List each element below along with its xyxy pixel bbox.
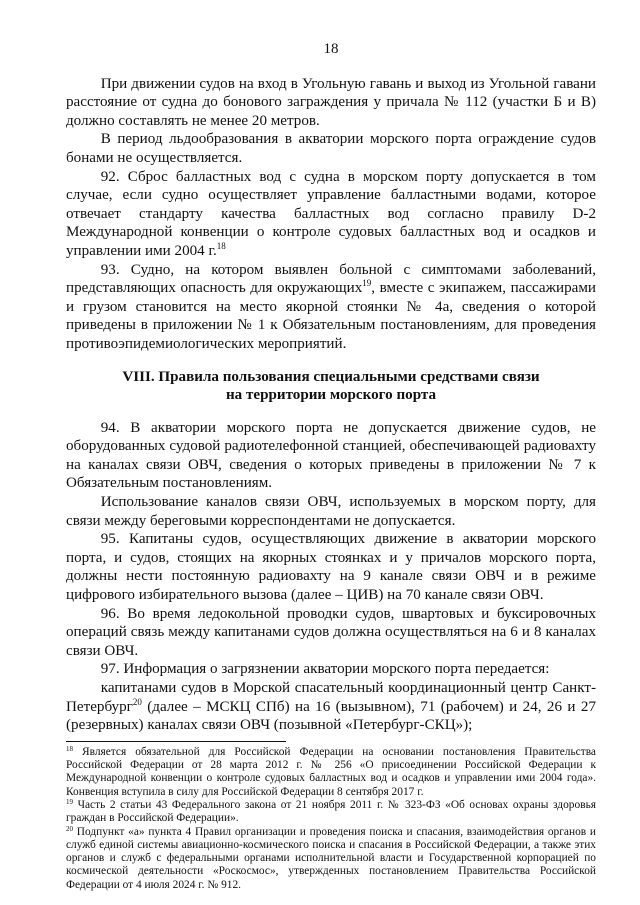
- footnote-18-number: 18: [66, 744, 73, 753]
- footnote-20: [66, 826, 596, 892]
- paragraph-93-text-b: , вместе с экипажем, пассажирами и грузом становится на место якорной стоянки № 4а, сведения о которой приведены в приложении № 1 к Обязательным постановлениям, для проведения противоэпидемиологических мероприятий.: [66, 280, 597, 352]
- paragraph-97-item-text-b: (далее – МСКЦ СПб) на 16 (вызывном), 71 (рабочем) и 24, 26 и 27 (резервных) каналах связи ОВЧ (позывной «Петербург-СКЦ»);: [66, 698, 596, 734]
- footnote-18-text: Является обязательной для Российской Федерации на основании постановления Правительства Российской Федерации от 28 марта 2012 г. № 256 «О присоединении Российской Федерации к Международной конвенции о контроле судовых балластных вод и осадков и управлении ими 2004 года». Конвенция вступила в силу для Российской Федерации 8 сентября 2017 г.: [66, 745, 596, 798]
- page-number: 18: [323, 41, 339, 57]
- paragraph-97: 97. Информация о загрязнении акватории морского порта передается:: [100, 661, 550, 678]
- paragraph-96: 96. Во время ледокольной проводки судов, швартовых и буксировочных операций связь между капитанами судов должна осуществляться на 6 и 8 каналах связи ОВЧ.: [66, 605, 596, 659]
- paragraph-coal-harbour: При движении судов на вход в Угольную гавань и выход из Угольной гавани расстояние от судна до бонового заграждения у причала № 112 (участки Б и В) должно составлять не менее 20 метров.: [66, 75, 596, 129]
- footnote-ref-19[interactable]: 19: [362, 278, 372, 289]
- section-heading-viii: [66, 368, 596, 405]
- paragraph-94: 94. В акватории морского порта не допускается движение судов, не оборудованных судовой радиотелефонной станцией, обеспечивающей радиовахту на каналах связи ОВЧ, сведения о которых приведены в приложении № 7 к Обязательным постановлениям.: [66, 419, 596, 492]
- paragraph-95: 95. Капитаны судов, осуществляющих движение в акватории морского порта, и судов, стоящих на якорных стоянках и у причалов морского порта, должны нести постоянную радиовахту на 9 канале связи ОВЧ и в режиме цифрового избирательного вызова (далее – ЦИВ) на 70 канале связи ОВЧ.: [66, 531, 596, 604]
- paragraph-97-item-text-a: капитанами судов в Морской спасательный координационный центр Санкт-Петербург: [66, 680, 596, 715]
- section-heading-line-1: VIII. Правила пользования специальными средствами связи: [122, 368, 540, 385]
- footnote-19-text: Часть 2 статьи 43 Федерального закона от 21 ноября 2011 г. № 323-ФЗ «Об основах охраны здоровья граждан в Российской Федерации».: [66, 798, 596, 825]
- paragraph-93: [66, 261, 596, 354]
- footnote-separator: [66, 741, 286, 742]
- paragraph-92: [66, 168, 596, 261]
- footnote-20-text: Подпункт «а» пункта 4 Правил организации и проведения поиска и спасания, взаимодействия органов и служб единой системы авиационно-космического поиска и спасания в Российской Федерации, а также этих органов и служб с федеральными органами исполнительной власти и Государственной корпорацией по космической деятельности «Роскосмос», утвержденных постановлением Правительства Российской Федерации от 4 июля 2024 г. № 912.: [66, 825, 596, 891]
- footnote-20-number: 20: [66, 824, 73, 833]
- footnote-19: [66, 799, 596, 826]
- section-heading-line-2: на территории морского порта: [225, 387, 437, 404]
- paragraph-vhf-usage: Использование каналов связи ОВЧ, используемых в морском порту, для связи между береговыми корреспондентами не допускается.: [66, 494, 596, 529]
- paragraph-ice-formation: В период льдообразования в акватории морского порта ограждение судов бонами не осуществляется.: [66, 131, 596, 166]
- paragraph-97-item: [66, 679, 596, 735]
- footnote-18: [66, 746, 596, 799]
- footnote-ref-18[interactable]: 18: [216, 240, 226, 251]
- paragraph-92-text: 92. Сброс балластных вод с судна в морском порту допускается в том случае, если судно осуществляет управление балластными водами, которое отвечает стандарту качества балластных вод согласно правилу D-2 Международной конвенции о контроле судовых балластных вод и осадков и управлении ими 2004 г.: [66, 168, 596, 259]
- paragraph-93-text-a: 93. Судно, на котором выявлен больной с симптомами заболеваний, представляющих опасность для окружающих: [66, 261, 596, 297]
- footnote-19-number: 19: [66, 797, 73, 806]
- footnote-ref-20[interactable]: 20: [132, 696, 142, 707]
